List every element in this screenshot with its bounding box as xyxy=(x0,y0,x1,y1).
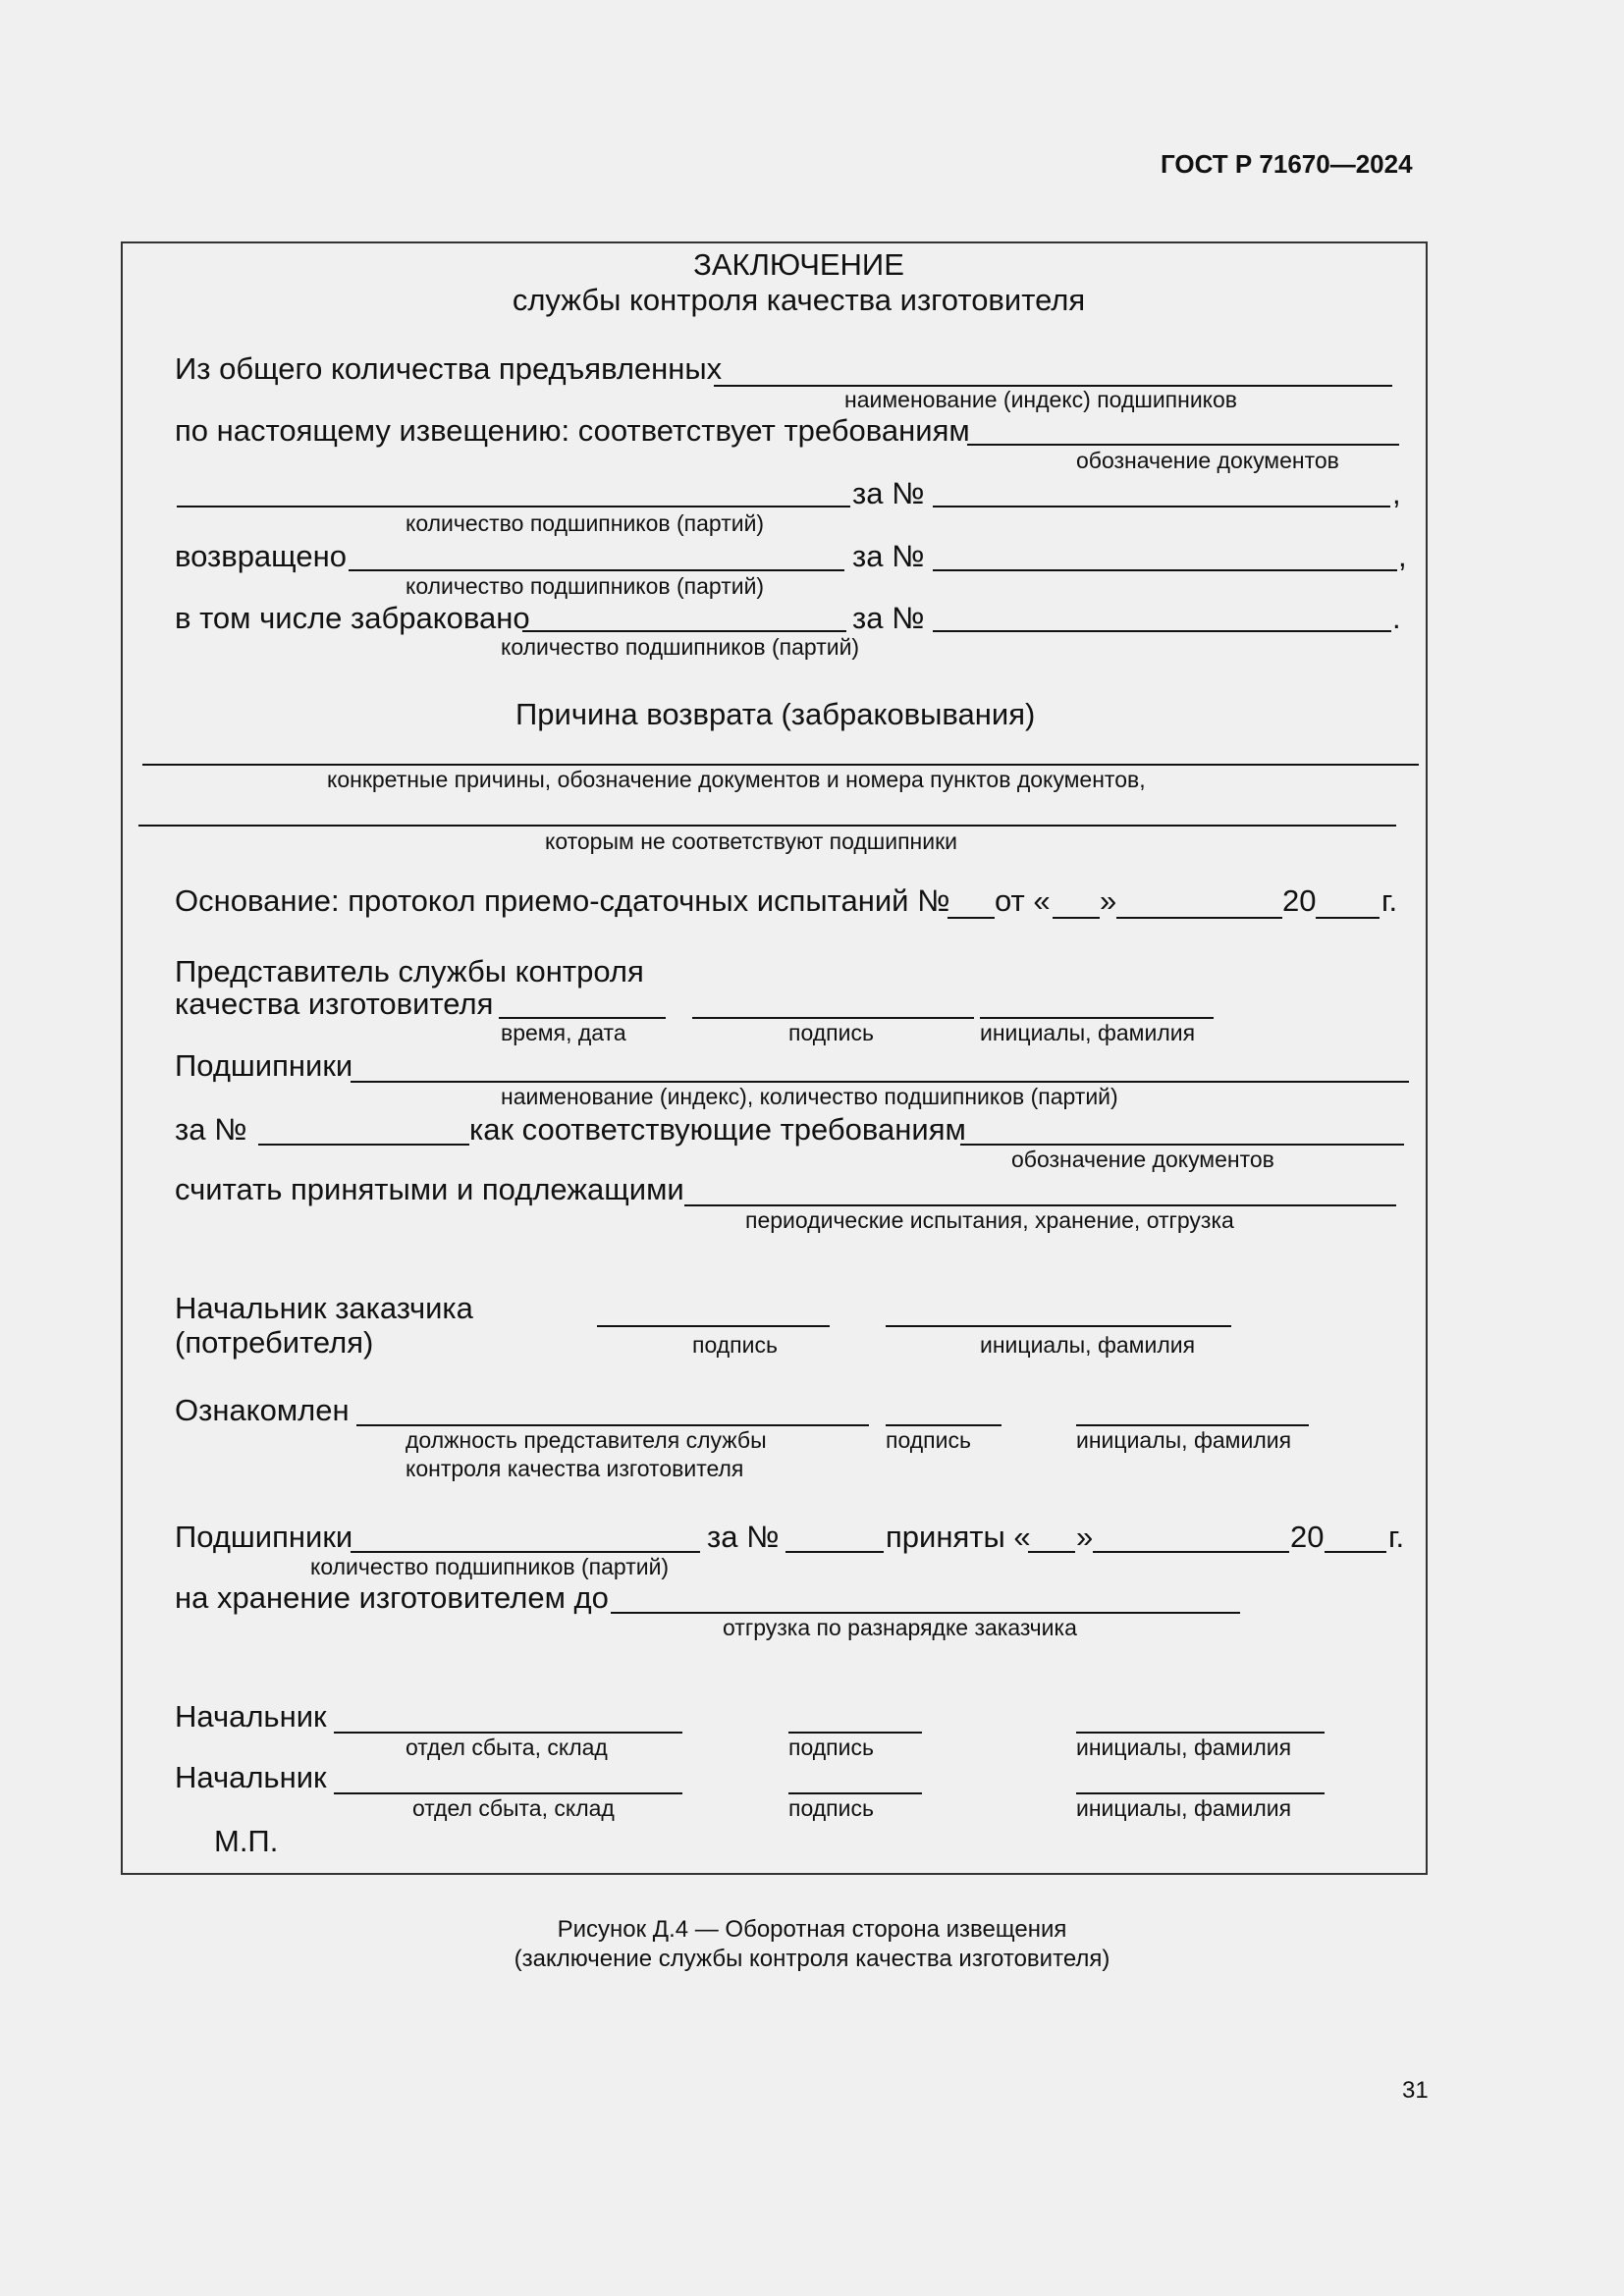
field-customer-initials[interactable] xyxy=(886,1325,1231,1327)
label-accepted: приняты « xyxy=(886,1520,1031,1554)
field-number-5[interactable] xyxy=(785,1551,884,1553)
label-rep-2: качества изготовителя xyxy=(175,987,494,1021)
hint-initials-4: инициалы, фамилия xyxy=(1076,1735,1292,1760)
label-chief-customer-1: Начальник заказчика xyxy=(175,1291,473,1325)
field-chief1-initials[interactable] xyxy=(1076,1732,1325,1734)
field-day[interactable] xyxy=(1053,917,1100,919)
label-za-no-3: за № xyxy=(852,601,925,635)
hint-bearing-name: наименование (индекс) подшипников xyxy=(844,387,1238,412)
field-day-2[interactable] xyxy=(1028,1551,1075,1553)
field-acq-signature[interactable] xyxy=(886,1424,1001,1426)
hint-position-1: должность представителя службы xyxy=(406,1427,767,1453)
hint-shipment: отгрузка по разнарядке заказчика xyxy=(723,1615,1077,1640)
field-periodic[interactable] xyxy=(684,1204,1396,1206)
field-rep-initials[interactable] xyxy=(980,1017,1214,1019)
field-protocol-no[interactable] xyxy=(947,917,995,919)
label-acquainted: Ознакомлен xyxy=(175,1393,350,1427)
hint-signature-5: подпись xyxy=(788,1795,874,1821)
label-rep-1: Представитель службы контроля xyxy=(175,954,644,988)
hint-periodic: периодические испытания, хранение, отгрузка xyxy=(745,1207,1234,1233)
hint-qty-4: количество подшипников (партий) xyxy=(310,1554,670,1579)
field-position[interactable] xyxy=(356,1424,869,1426)
field-number-2[interactable] xyxy=(933,569,1397,571)
year-prefix-2: 20 xyxy=(1290,1520,1325,1554)
field-chief1-signature[interactable] xyxy=(788,1732,922,1734)
label-za-no-2: за № xyxy=(852,539,925,573)
hint-documents-1: обозначение документов xyxy=(1076,448,1339,473)
field-storage-until[interactable] xyxy=(611,1612,1240,1614)
hint-initials-2: инициалы, фамилия xyxy=(980,1332,1196,1358)
hint-initials-1: инициалы, фамилия xyxy=(980,1020,1196,1045)
hint-time-date: время, дата xyxy=(501,1020,626,1045)
year-suffix-1: г. xyxy=(1381,883,1398,918)
year-prefix-1: 20 xyxy=(1282,883,1317,918)
label-meets-requirements: по настоящему извещению: соответствует требованиям xyxy=(175,413,970,448)
comma-2: , xyxy=(1398,539,1407,573)
hint-signature-4: подпись xyxy=(788,1735,874,1760)
label-as-meeting: как соответствующие требованиям xyxy=(469,1112,966,1147)
field-chief2-initials[interactable] xyxy=(1076,1792,1325,1794)
hint-signature-2: подпись xyxy=(692,1332,778,1358)
label-bearings-2: Подшипники xyxy=(175,1520,353,1554)
hint-signature-3: подпись xyxy=(886,1427,971,1453)
label-chief-customer-2: (потребителя) xyxy=(175,1325,374,1360)
field-month-2[interactable] xyxy=(1093,1551,1289,1553)
year-suffix-2: г. xyxy=(1388,1520,1405,1554)
hint-bearings-desc: наименование (индекс), количество подшипников (партий) xyxy=(501,1084,1118,1109)
field-number-1[interactable] xyxy=(933,506,1390,507)
label-rejected: в том числе забраковано xyxy=(175,601,530,635)
hint-reason-1: конкретные причины, обозначение документов и номера пунктов документов, xyxy=(327,767,1146,792)
hint-dept-2: отдел сбыта, склад xyxy=(412,1795,615,1821)
label-za-no-4: за № xyxy=(175,1112,247,1147)
hint-signature-1: подпись xyxy=(788,1020,874,1045)
label-from: от « xyxy=(995,883,1051,918)
figure-caption-1: Рисунок Д.4 — Оборотная сторона извещения xyxy=(557,1916,1067,1943)
field-qty-accepted[interactable] xyxy=(351,1551,700,1553)
field-dept-2[interactable] xyxy=(334,1792,682,1794)
page-number: 31 xyxy=(1402,2077,1429,2104)
hint-documents-2: обозначение документов xyxy=(1011,1147,1274,1172)
hint-qty-3: количество подшипников (партий) xyxy=(501,634,860,660)
reason-title: Причина возврата (забраковывания) xyxy=(515,697,1036,731)
field-month[interactable] xyxy=(1116,917,1282,919)
field-documents-1[interactable] xyxy=(967,444,1399,446)
form-title: ЗАКЛЮЧЕНИЕ xyxy=(693,247,904,282)
field-number-4[interactable] xyxy=(258,1144,469,1146)
label-chief-2: Начальник xyxy=(175,1760,327,1794)
hint-position-2: контроля качества изготовителя xyxy=(406,1456,744,1481)
hint-dept-1: отдел сбыта, склад xyxy=(406,1735,608,1760)
close-quote-2: » xyxy=(1076,1520,1094,1554)
field-rep-time[interactable] xyxy=(499,1017,666,1019)
hint-qty-2: количество подшипников (партий) xyxy=(406,573,765,599)
comma-1: , xyxy=(1392,476,1401,510)
field-customer-signature[interactable] xyxy=(597,1325,830,1327)
field-bearings-desc[interactable] xyxy=(351,1081,1409,1083)
hint-initials-5: инициалы, фамилия xyxy=(1076,1795,1292,1821)
form-subtitle: службы контроля качества изготовителя xyxy=(512,283,1086,317)
field-acq-initials[interactable] xyxy=(1076,1424,1309,1426)
field-documents-2[interactable] xyxy=(960,1144,1404,1146)
label-storage: на хранение изготовителем до xyxy=(175,1580,609,1615)
label-accepted-subject: считать принятыми и подлежащими xyxy=(175,1172,684,1206)
label-total-presented: Из общего количества предъявленных xyxy=(175,351,723,386)
label-za-no-1: за № xyxy=(852,476,925,510)
stamp-place: М.П. xyxy=(214,1824,279,1858)
field-rep-signature[interactable] xyxy=(692,1017,974,1019)
hint-qty-1: количество подшипников (партий) xyxy=(406,510,765,536)
label-basis: Основание: протокол приемо-сдаточных испытаний № xyxy=(175,883,950,918)
field-reason-1[interactable] xyxy=(142,764,1419,766)
close-quote-1: » xyxy=(1100,883,1117,918)
field-year-1[interactable] xyxy=(1316,917,1380,919)
label-returned: возвращено xyxy=(175,539,347,573)
figure-caption-2: (заключение службы контроля качества изготовителя) xyxy=(514,1946,1110,1972)
standard-code: ГОСТ Р 71670—2024 xyxy=(1161,149,1413,179)
label-bearings-1: Подшипники xyxy=(175,1048,353,1083)
field-chief2-signature[interactable] xyxy=(788,1792,922,1794)
field-year-2[interactable] xyxy=(1325,1551,1386,1553)
field-number-3[interactable] xyxy=(933,630,1391,632)
label-za-no-5: за № xyxy=(707,1520,780,1554)
hint-initials-3: инициалы, фамилия xyxy=(1076,1427,1292,1453)
field-qty-1[interactable] xyxy=(177,506,850,507)
label-chief-1: Начальник xyxy=(175,1699,327,1734)
field-reason-2[interactable] xyxy=(138,825,1396,827)
hint-reason-2: которым не соответствуют подшипники xyxy=(545,828,958,854)
field-qty-returned[interactable] xyxy=(349,569,844,571)
field-qty-rejected[interactable] xyxy=(522,630,846,632)
period-1: . xyxy=(1392,601,1401,635)
field-dept-1[interactable] xyxy=(334,1732,682,1734)
